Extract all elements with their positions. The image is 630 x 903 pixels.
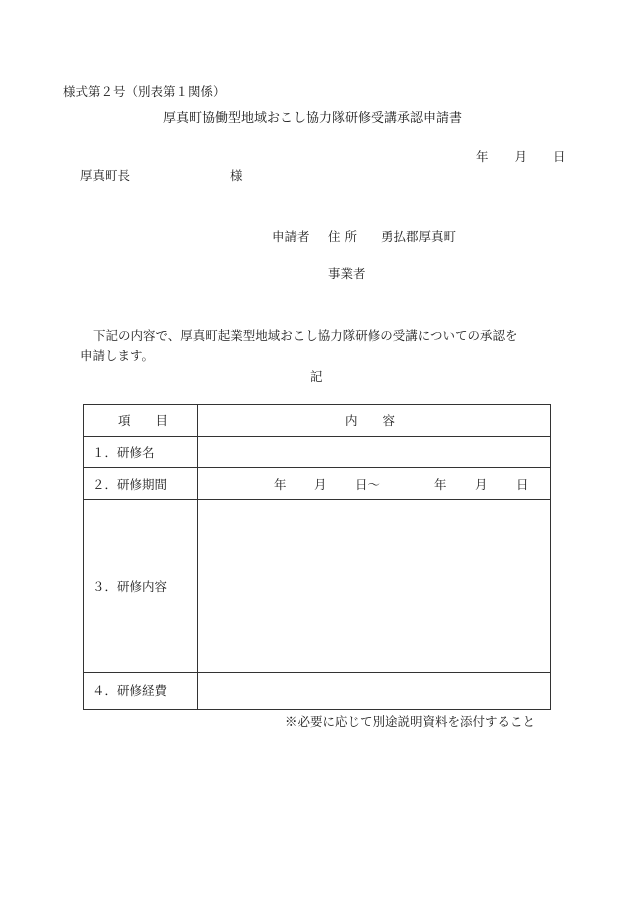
address-label: 住 所: [328, 229, 357, 244]
application-table: [83, 404, 551, 710]
period-start-day: 日〜: [355, 477, 381, 492]
table-row: [84, 673, 550, 709]
row-label-training-period: ２．研修期間: [92, 477, 168, 492]
header-content: 内 容: [345, 413, 396, 428]
row-label-training-cost: ４．研修経費: [92, 683, 168, 698]
date-month: 月: [514, 149, 528, 164]
date-year: 年: [476, 149, 489, 164]
date-day: 日: [553, 149, 566, 164]
period-end-day: 日: [516, 477, 529, 492]
period-start-month: 月: [314, 477, 327, 492]
applicant-label: 申請者: [272, 229, 310, 244]
table-row: [84, 468, 550, 500]
addressee-honorific: 様: [230, 168, 243, 183]
row-label-training-name: １．研修名: [92, 445, 155, 460]
period-end-year: 年: [434, 477, 447, 492]
document-title: 厚真町協働型地域おこし協力隊研修受講承認申請書: [163, 111, 463, 126]
row-label-training-content: ３．研修内容: [92, 579, 168, 594]
addressee-name: 厚真町長: [80, 168, 131, 183]
header-item: 項 目: [118, 413, 169, 428]
business-label: 事業者: [328, 266, 366, 281]
body-text-line2: 申請します。: [80, 348, 155, 363]
period-end-month: 月: [475, 477, 488, 492]
attachment-note: ※必要に応じて別途説明資料を添付すること: [285, 714, 536, 729]
table-row: [84, 500, 550, 673]
date-line: [476, 151, 566, 164]
form-number: 様式第２号（別表第１関係）: [63, 84, 226, 99]
period-start-year: 年: [274, 477, 287, 492]
table-header-row: [84, 405, 550, 437]
body-text-line1: 下記の内容で、厚真町起業型地域おこし協力隊研修の受講についての承認を: [93, 328, 518, 343]
ki-label: 記: [310, 369, 323, 384]
table-row: [84, 437, 550, 468]
address-value: 勇払郡厚真町: [381, 229, 457, 244]
